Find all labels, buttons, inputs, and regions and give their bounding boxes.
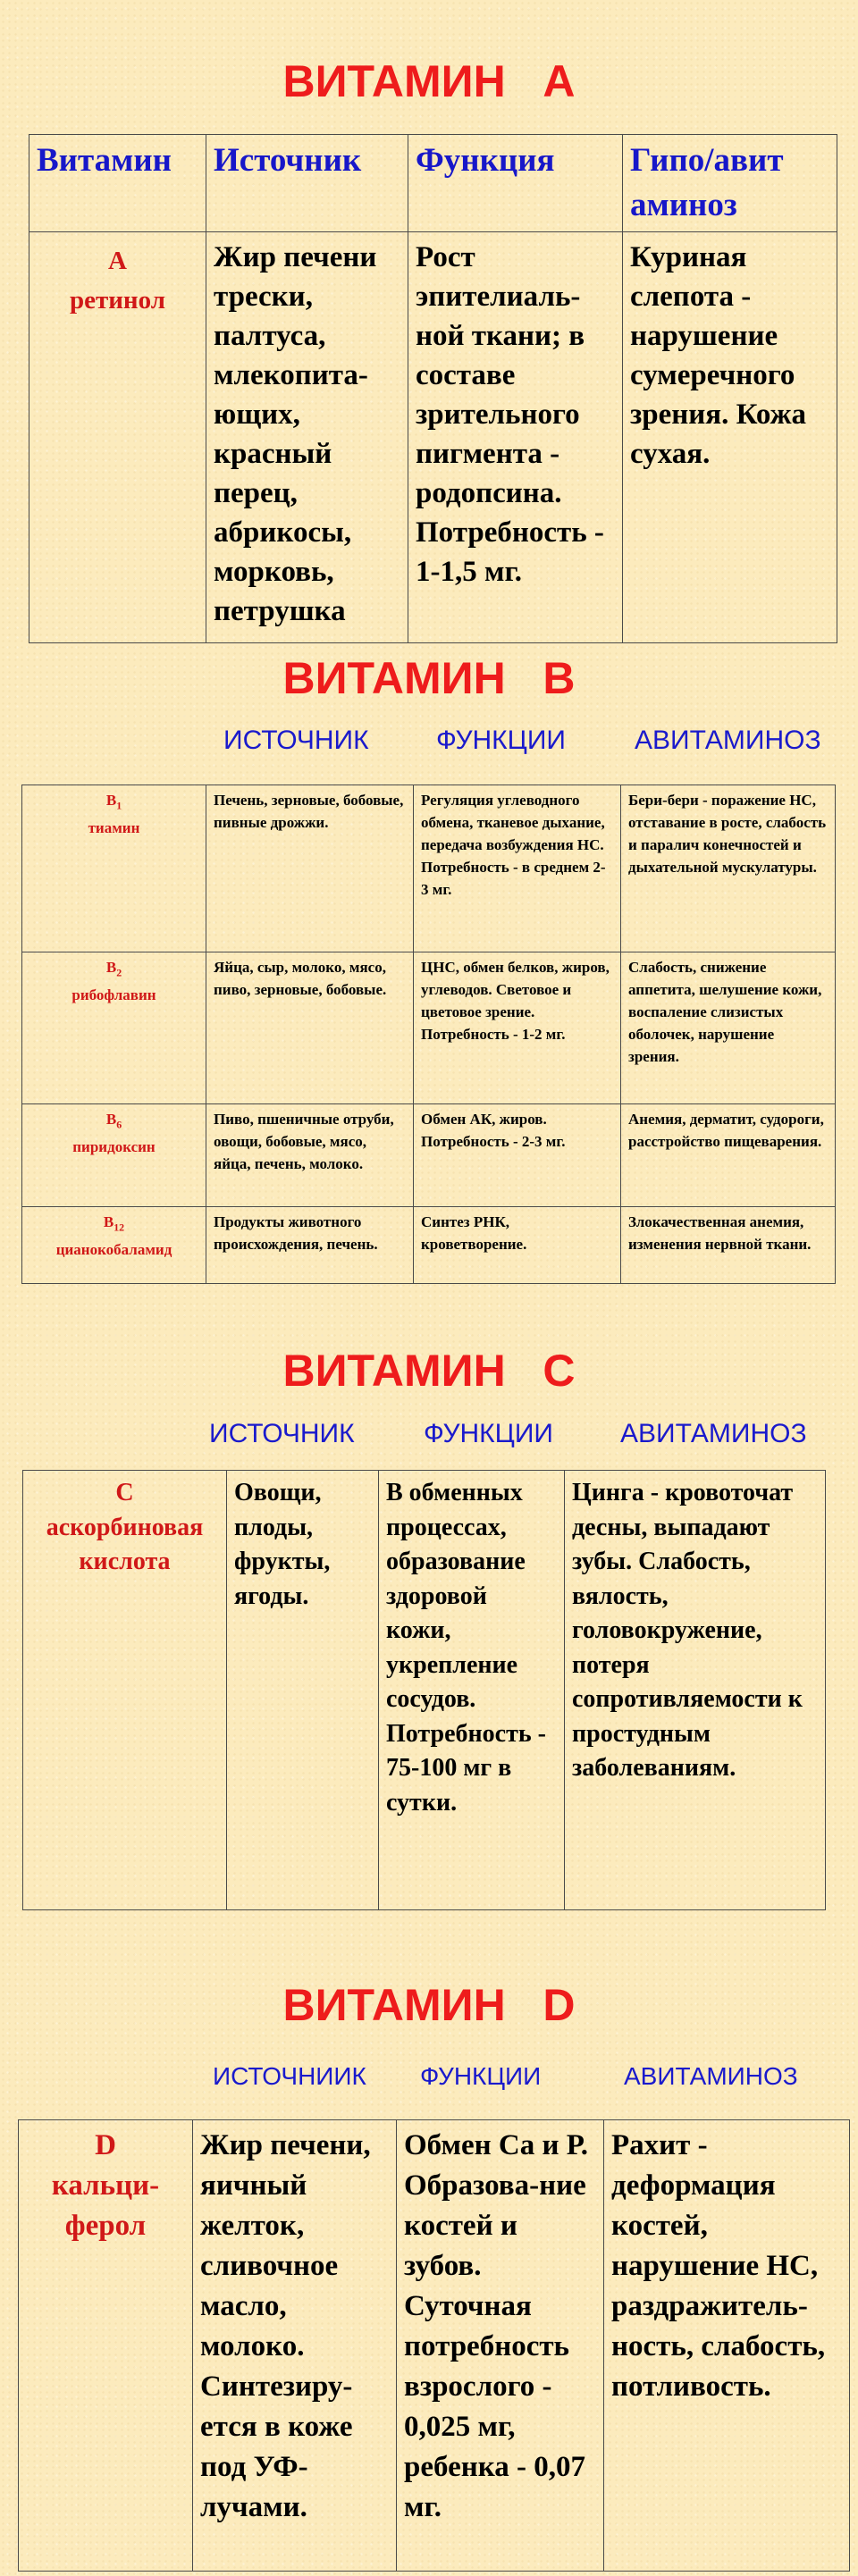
function-cell: ЦНС, обмен белков, жиров, углеводов. Световое и цветовое зрение. Потребность - 1-2 мг. bbox=[414, 952, 621, 1104]
deficiency-cell: Куриная слепота - нарушение сумеречного зрения. Кожа сухая. bbox=[623, 232, 837, 643]
vitamin-a-title: ВИТАМИН А bbox=[282, 56, 576, 106]
subheader-functions: ФУНКЦИИ bbox=[436, 726, 566, 755]
vitamin-letter: B bbox=[103, 1213, 114, 1230]
vitamin-letter: D bbox=[95, 2129, 116, 2161]
subheader-source: ИСТОЧНИК bbox=[223, 726, 369, 755]
table-row bbox=[23, 1471, 826, 1910]
table-row bbox=[22, 1207, 836, 1284]
vitamin-chemical-name: пиридоксин bbox=[72, 1138, 156, 1156]
vitamin-name-cell bbox=[22, 952, 206, 1104]
vitamin-letter: А bbox=[108, 247, 127, 275]
subheader-source: ИСТОЧНИК bbox=[209, 1419, 355, 1448]
vitamin-subscript: 2 bbox=[116, 966, 122, 979]
vitamin-name-cell bbox=[22, 1104, 206, 1207]
function-cell: Обмен Са и Р. Образова-ние костей и зубов. Суточная потребность взрослого - 0,025 мг, ребенка - 0,07 мг. bbox=[397, 2120, 604, 2572]
table-row bbox=[22, 785, 836, 952]
table-row bbox=[19, 2120, 850, 2572]
deficiency-cell: Злокачественная анемия, изменения нервной ткани. bbox=[621, 1207, 836, 1284]
source-cell: Яйца, сыр, молоко, мясо, пиво, зерновые, бобовые. bbox=[206, 952, 414, 1104]
subheader-functions: ФУНКЦИИ bbox=[424, 1419, 553, 1448]
vitamin-c-table bbox=[22, 1470, 826, 1910]
deficiency-cell: Анемия, дерматит, судороги, расстройство пищеварения. bbox=[621, 1104, 836, 1207]
table-row bbox=[29, 232, 837, 643]
source-cell: Жир печени трески, палтуса, млекопита-ющих, красный перец, абрикосы, морковь, петрушка bbox=[206, 232, 408, 643]
source-cell: Печень, зерновые, бобовые, пивные дрожжи. bbox=[206, 785, 414, 952]
vitamin-d-table bbox=[18, 2119, 850, 2572]
deficiency-cell: Цинга - кровоточат десны, выпадают зубы. Слабость, вялость, головокружение, потеря сопротивляемости к простудным заболеваниям. bbox=[565, 1471, 826, 1910]
subheader-functions: ФУНКЦИИ bbox=[420, 2062, 542, 2090]
source-cell: Овощи, плоды, фрукты, ягоды. bbox=[227, 1471, 379, 1910]
vitamin-chemical-name: тиамин bbox=[88, 819, 140, 837]
vitamin-name-cell bbox=[19, 2120, 193, 2572]
vitamin-d-title: ВИТАМИН D bbox=[282, 1980, 576, 2030]
vitamin-name-cell bbox=[22, 1207, 206, 1284]
source-cell: Продукты животного происхождения, печень. bbox=[206, 1207, 414, 1284]
vitamin-subscript: 6 bbox=[116, 1118, 122, 1131]
subheader-deficiency: АВИТАМИНОЗ bbox=[620, 1419, 807, 1448]
vitamin-chemical-name: ретинол bbox=[69, 286, 166, 315]
header-vitamin: Витамин bbox=[29, 135, 206, 232]
vitamin-letter: С bbox=[115, 1479, 134, 1506]
vitamin-chemical-name: цианокобаламид bbox=[55, 1241, 172, 1259]
vitamin-name-cell bbox=[22, 785, 206, 952]
function-cell: Обмен АК, жиров. Потребность - 2-3 мг. bbox=[414, 1104, 621, 1207]
function-cell: В обменных процессах, образование здоровой кожи, укрепление сосудов. Потребность - 75-100 мг в сутки. bbox=[379, 1471, 565, 1910]
vitamin-chemical-name: рибофлавин bbox=[72, 986, 156, 1004]
vitamin-subscript: 12 bbox=[114, 1221, 125, 1234]
vitamin-subscript: 1 bbox=[116, 799, 122, 812]
deficiency-cell: Рахит - деформация костей, нарушение НС, раздражитель-ность, слабость, потливость. bbox=[604, 2120, 850, 2572]
vitamin-c-title: ВИТАМИН С bbox=[282, 1346, 576, 1396]
header-function: Функция bbox=[408, 135, 623, 232]
function-cell: Рост эпителиаль-ной ткани; в составе зрительного пигмента - родопсина. Потребность - 1-1,5 мг. bbox=[408, 232, 623, 643]
vitamin-letter: B bbox=[105, 959, 117, 976]
source-cell: Жир печени, яичный желток, сливочное масло, молоко. Синтезиру-ется в коже под УФ-лучами. bbox=[193, 2120, 397, 2572]
header-deficiency: Гипо/авит аминоз bbox=[623, 135, 837, 232]
vitamin-chemical-name: кальци-ферол bbox=[51, 2169, 160, 2242]
vitamin-name-cell bbox=[23, 1471, 227, 1910]
function-cell: Синтез РНК, кроветворение. bbox=[414, 1207, 621, 1284]
vitamin-letter: B bbox=[105, 1111, 117, 1128]
source-cell: Пиво, пшеничные отруби, овощи, бобовые, мясо, яйца, печень, молоко. bbox=[206, 1104, 414, 1207]
vitamin-a-table bbox=[29, 134, 837, 643]
deficiency-cell: Бери-бери - поражение НС, отставание в росте, слабость и паралич конечностей и дыхательной мускулатуры. bbox=[621, 785, 836, 952]
subheader-deficiency: АВИТАМИНОЗ bbox=[624, 2062, 798, 2090]
function-cell: Регуляция углеводного обмена, тканевое дыхание, передача возбуждения НС. Потребность - в среднем 2-3 мг. bbox=[414, 785, 621, 952]
vitamin-b-title: ВИТАМИН В bbox=[282, 653, 576, 703]
vitamin-letter: B bbox=[105, 792, 117, 809]
table-row bbox=[22, 1104, 836, 1207]
vitamin-name-cell bbox=[29, 232, 206, 643]
subheader-deficiency: АВИТАМИНОЗ bbox=[635, 726, 821, 755]
table-header-row bbox=[29, 135, 837, 232]
table-row bbox=[22, 952, 836, 1104]
header-source: Источник bbox=[206, 135, 408, 232]
deficiency-cell: Слабость, снижение аппетита, шелушение кожи, воспаление слизистых оболочек, нарушение зрения. bbox=[621, 952, 836, 1104]
subheader-source: ИСТОЧНИИК bbox=[213, 2062, 366, 2090]
vitamin-chemical-name: аскорбиновая кислота bbox=[46, 1513, 204, 1575]
vitamin-b-table bbox=[21, 785, 836, 1284]
